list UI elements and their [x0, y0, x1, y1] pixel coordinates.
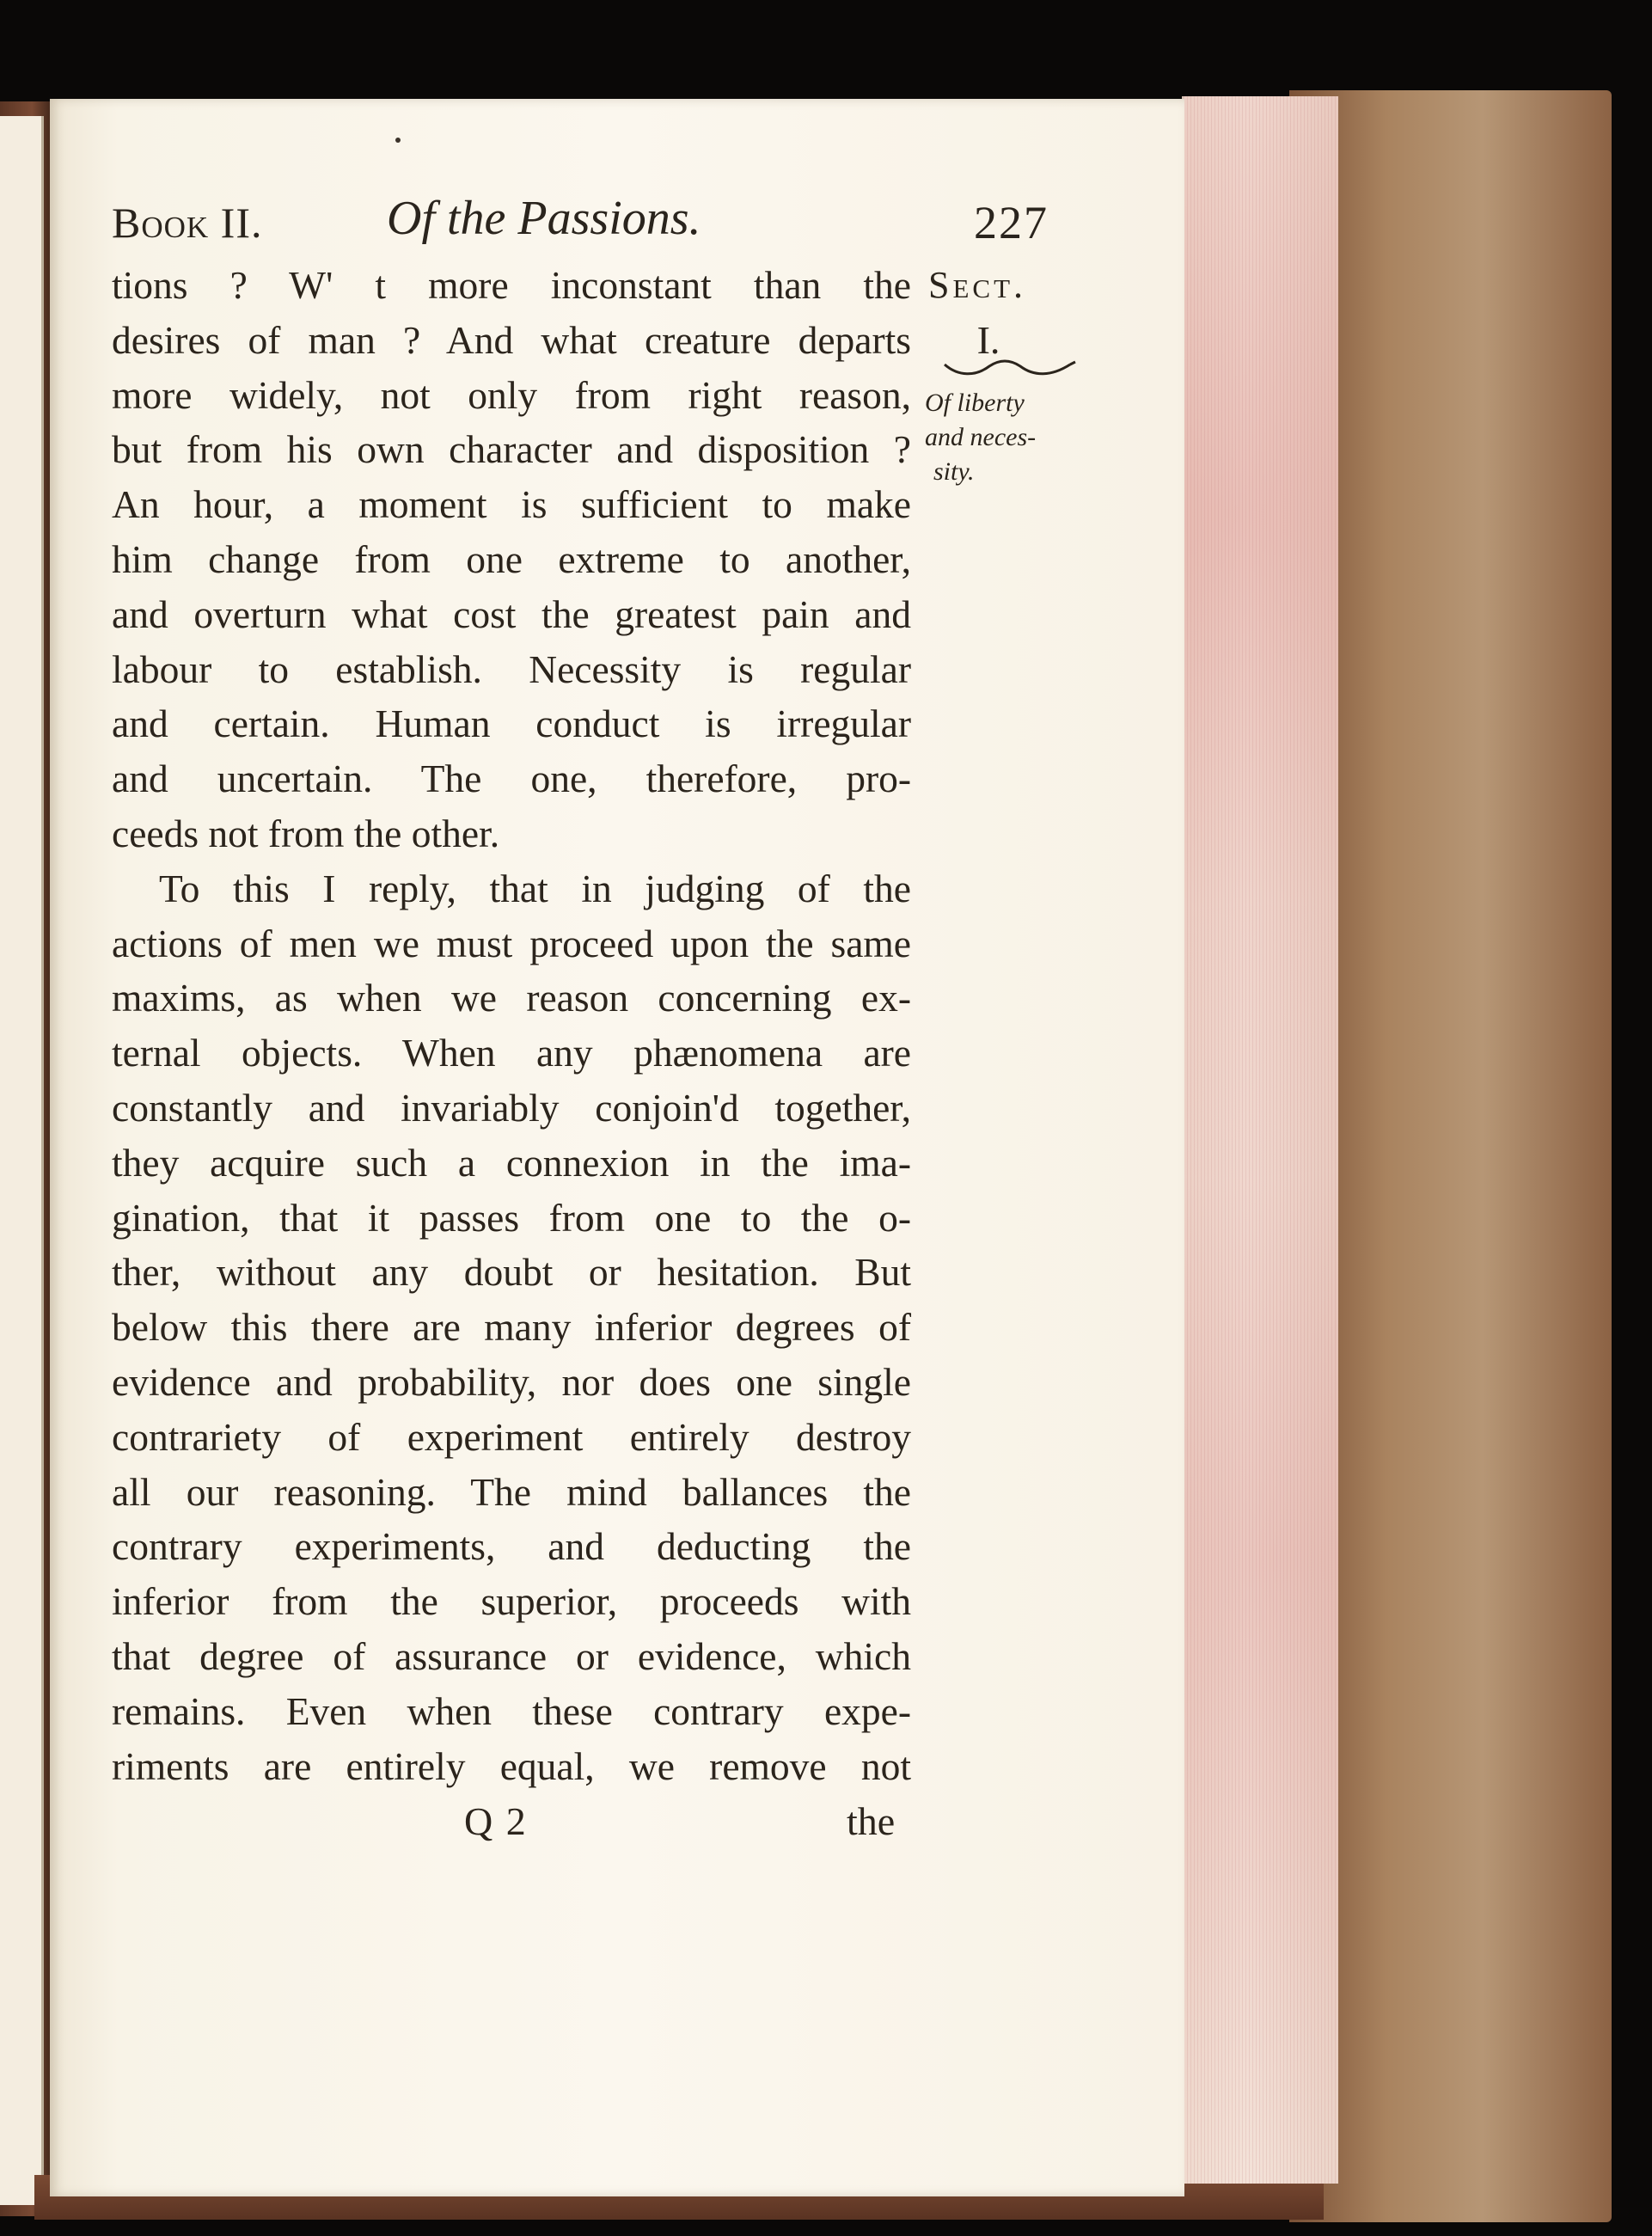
section-label: Sect. — [928, 264, 1027, 306]
facing-page-edge — [0, 116, 44, 2205]
text-line: that degree of assurance or evidence, which — [112, 1633, 911, 1678]
side-note — [920, 386, 1092, 489]
text-line: and certain. Human conduct is irregular — [112, 701, 911, 746]
body-text — [112, 258, 911, 1793]
text-line: they acquire such a connexion in the ima- — [112, 1140, 911, 1185]
text-line: more widely, not only from right reason, — [112, 372, 911, 417]
text-line: remains. Even when these contrary expe- — [112, 1688, 911, 1733]
signature-mark: Q 2 — [464, 1799, 528, 1843]
text-line: and uncertain. The one, therefore, pro- — [112, 757, 911, 801]
text-line: contrary experiments, and deducting the — [112, 1524, 911, 1569]
text-line: him change from one extreme to another, — [112, 536, 911, 581]
side-note-line: sity. — [933, 457, 975, 486]
text-line: gination, that it passes from one to the o- — [112, 1195, 911, 1240]
text-line: all our reasoning. The mind ballances the — [112, 1469, 911, 1514]
text-line: inferior from the superior, proceeds with — [112, 1579, 911, 1624]
text-line: contrariety of experiment entirely destroy — [112, 1414, 911, 1459]
side-note-line: Of liberty — [925, 389, 1025, 417]
running-head — [112, 191, 1049, 251]
text-line: evidence and probability, nor does one single — [112, 1359, 911, 1404]
text-line: ternal objects. When any phænomena are — [112, 1031, 911, 1075]
margin-note — [920, 258, 1092, 489]
text-line: constantly and invariably conjoin'd together, — [112, 1085, 911, 1130]
text-line: but from his own character and disposition ? — [112, 427, 911, 472]
text-line: ceeds not from the other. — [112, 811, 500, 855]
ink-speck — [395, 138, 401, 143]
page-number: 227 — [974, 197, 1049, 248]
running-head-title: Of the Passions. — [387, 192, 701, 245]
text-line: and overturn what cost the greatest pain and — [112, 591, 911, 636]
page-fore-edge — [1182, 96, 1338, 2184]
text-line: maxims, as when we reason concerning ex- — [112, 976, 911, 1020]
text-line: ther, without any doubt or hesitation. But — [112, 1250, 911, 1295]
brace-ornament — [941, 359, 1079, 382]
text-line: actions of men we must proceed upon the same — [112, 921, 911, 965]
text-line: below this there are many inferior degrees of — [112, 1305, 911, 1350]
text-line: An hour, a moment is sufficient to make — [112, 482, 911, 527]
section-number: I. — [976, 318, 1000, 362]
text-line: To this I reply, that in judging of the — [159, 866, 911, 910]
text-line: riments are entirely equal, we remove not — [112, 1743, 911, 1788]
side-note-line: and neces- — [925, 423, 1037, 451]
text-line: labour to establish. Necessity is regular — [112, 646, 911, 691]
text-line: desires of man ? And what creature departs — [112, 317, 911, 362]
catchword: the — [847, 1799, 896, 1843]
text-line: tions ? W' t more inconstant than the — [112, 263, 911, 307]
running-head-book: Book II. — [112, 199, 263, 247]
